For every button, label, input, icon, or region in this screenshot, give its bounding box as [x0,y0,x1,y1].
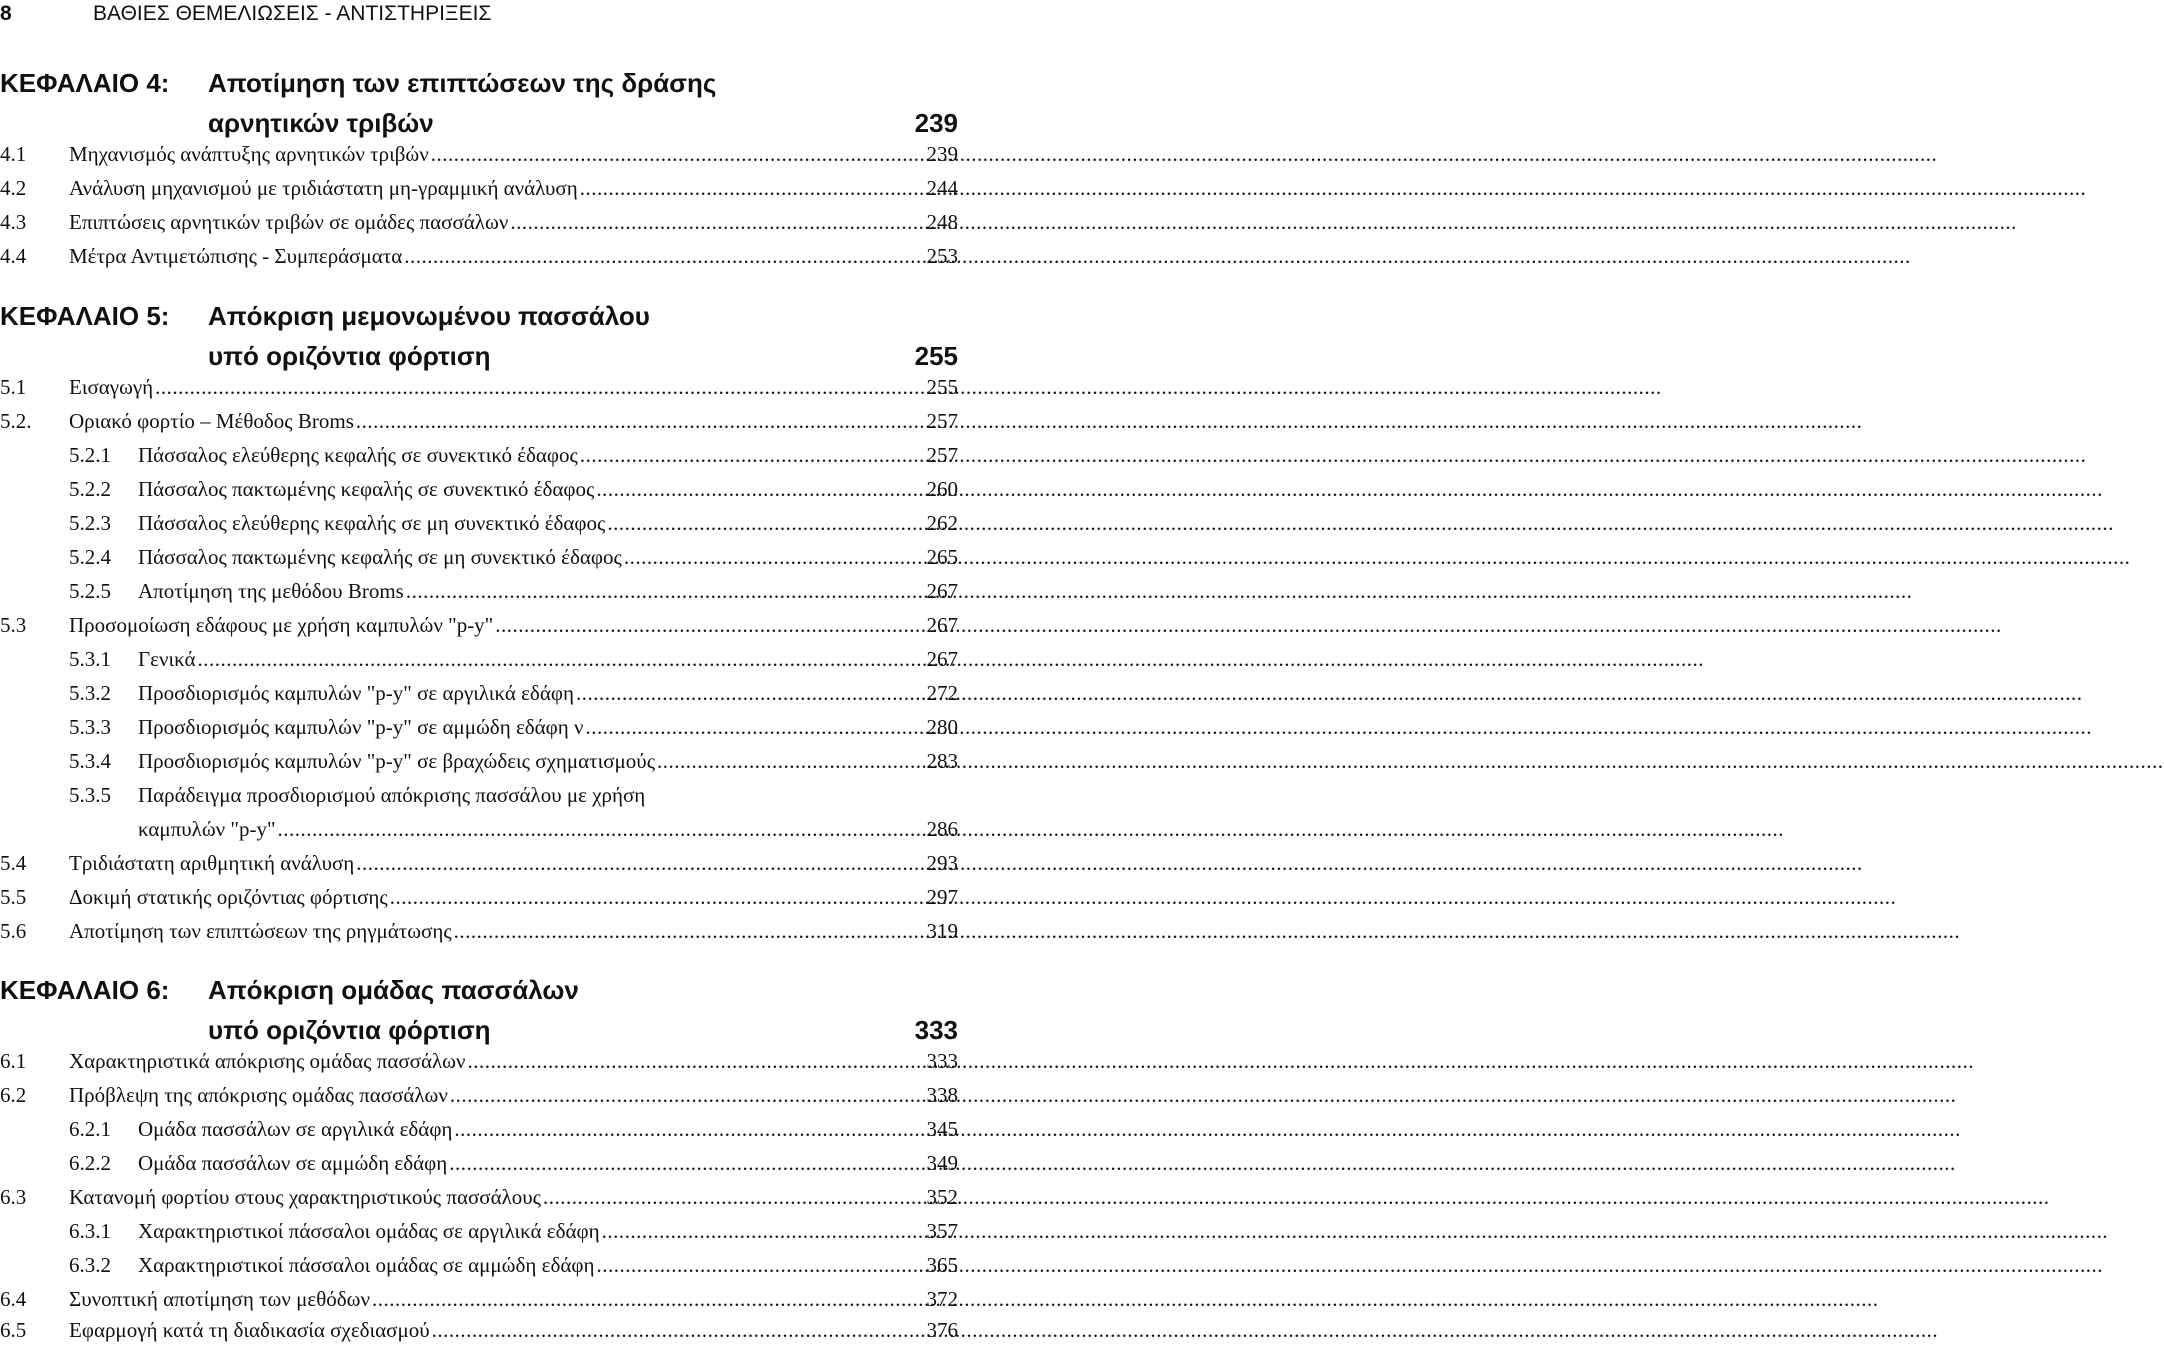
chapter-label: ΚΕΦΑΛΑΙΟ 4: [0,68,170,98]
entry-number: 4.4 [0,244,27,268]
toc-entry[interactable] [0,242,958,270]
entry-number: 5.3.3 [69,715,111,739]
entry-title: Συνοπτική αποτίμηση των μεθόδων [69,1287,370,1311]
entry-number: 5.3 [0,613,27,637]
running-title: ΒΑΘΙΕΣ ΘΕΜΕΛΙΩΣΕΙΣ - ΑΝΤΙΣΤΗΡΙΞΕΙΣ [93,2,492,25]
entry-title: Χαρακτηριστικοί πάσσαλοι ομάδας σε αμμώδη εδάφη [138,1253,595,1277]
toc-entry[interactable] [0,1047,958,1075]
dot-leader [404,242,924,270]
entry-page: 267 [926,613,958,637]
entry-title: Πάσσαλος ελεύθερης κεφαλής σε μη συνεκτικό έδαφος [138,511,606,535]
dot-leader [450,1081,925,1109]
toc-entry[interactable] [0,509,958,537]
entry-number: 5.5 [0,885,27,909]
chapter-page: 255 [914,341,958,371]
entry-page: 286 [926,817,958,841]
entry-title: Ομάδα πασσάλων σε αμμώδη εδάφη [138,1151,448,1175]
chapter-page: 333 [914,1015,958,1045]
entry-title: Χαρακτηριστικοί πάσσαλοι ομάδας σε αργιλικά εδάφη [138,1219,600,1243]
entry-page: 255 [926,375,958,399]
entry-title: Πρόβλεψη της απόκρισης ομάδας πασσάλων [69,1083,448,1107]
chapter-label: ΚΕΦΑΛΑΙΟ 5: [0,301,170,331]
toc-entry[interactable] [0,441,958,469]
entry-page: 267 [926,647,958,671]
dot-leader [602,1217,925,1245]
entry-number: 6.3.1 [69,1219,111,1243]
toc-entry[interactable] [0,208,958,236]
entry-page: 283 [926,749,958,773]
page-number: 8 [0,2,12,25]
entry-page: 333 [926,1049,958,1073]
entry-title: Ανάλυση μηχανισμού με τριδιάστατη μη-γραμμική ανάλυση [69,176,578,200]
dot-leader [449,1149,924,1177]
dot-leader [432,1316,925,1344]
running-header [0,0,960,30]
chapter-title-cont: υπό οριζόντια φόρτιση [208,341,491,371]
entry-page: 262 [926,511,958,535]
entry-title: Τριδιάστατη αριθμητική ανάλυση [69,851,355,875]
entry-page: 357 [926,1219,958,1243]
entry-number: 5.4 [0,851,27,875]
entry-page: 365 [926,1253,958,1277]
dot-leader [624,543,925,571]
chapter-page: 239 [914,108,958,138]
chapter-title: Αποτίμηση των επιπτώσεων της δράσης [208,68,717,98]
entry-page: 376 [926,1318,958,1342]
toc-entry[interactable] [0,883,958,911]
entry-page: 257 [926,409,958,433]
chapter-title-cont: υπό οριζόντια φόρτιση [208,1015,491,1045]
chapter-title: Απόκριση μεμονωμένου πασσάλου [208,301,650,331]
entry-page: 260 [926,477,958,501]
entry-title: Αποτίμηση της μεθόδου Broms [138,579,404,603]
toc-entry[interactable] [0,611,958,639]
entry-title: Αποτίμηση των επιπτώσεων της ρηγμάτωσης [69,919,452,943]
entry-title: Μέτρα Αντιμετώπισης - Συμπεράσματα [69,244,403,268]
entry-number: 6.5 [0,1318,27,1342]
dot-leader [596,475,924,503]
dot-leader [372,1285,925,1313]
chapter-title-cont: αρνητικών τριβών [208,108,434,138]
entry-title: Γενικά [138,647,196,671]
entry-number: 4.3 [0,210,27,234]
dot-leader [596,1251,924,1279]
dot-leader [543,1183,925,1211]
entry-title: Προσδιορισμός καμπυλών "p-y" σε βραχώδεις σχηματισμούς [138,749,656,773]
entry-number: 6.1 [0,1049,27,1073]
toc-entry[interactable] [0,475,958,503]
entry-page: 297 [926,885,958,909]
toc-entry[interactable] [0,849,958,877]
entry-title: Εισαγωγή [69,375,154,399]
toc-entry[interactable] [0,1251,958,1279]
entry-title: Παράδειγμα προσδιορισμού απόκρισης πασσάλου με χρήση [138,783,646,807]
chapter-heading [0,975,960,1055]
entry-page: 248 [926,210,958,234]
toc-page [0,0,960,1345]
entry-title: Προσδιορισμός καμπυλών "p-y" σε αργιλικά εδάφη [138,681,574,705]
toc-entry[interactable] [0,373,958,401]
entry-page: 280 [926,715,958,739]
entry-number: 5.3.1 [69,647,111,671]
entry-title: Ομάδα πασσάλων σε αργιλικά εδάφη [138,1117,453,1141]
entry-title: Προσδιορισμός καμπυλών "p-y" σε αμμώδη εδάφη ν [138,715,584,739]
dot-leader [390,883,925,911]
chapter-heading [0,301,960,381]
toc-entry[interactable] [0,1316,958,1344]
entry-number: 5.2.3 [69,511,111,535]
entry-number: 5.2. [0,409,32,433]
entry-number: 5.3.5 [69,783,111,807]
dot-leader [356,849,924,877]
dot-leader [580,174,925,202]
entry-title: Προσομοίωση εδάφους με χρήση καμπυλών "p-y" [69,613,494,637]
entry-page: 239 [926,142,958,166]
entry-number: 6.3 [0,1185,27,1209]
entry-page: 265 [926,545,958,569]
entry-number: 6.3.2 [69,1253,111,1277]
dot-leader [454,1115,924,1143]
dot-leader [406,577,925,605]
entry-number: 4.2 [0,176,27,200]
toc-entry[interactable] [0,1081,958,1109]
entry-page: 293 [926,851,958,875]
toc-entry[interactable] [0,815,958,843]
entry-page: 244 [926,176,958,200]
dot-leader [495,611,924,639]
entry-number: 6.2.1 [69,1117,111,1141]
dot-leader [468,1047,925,1075]
entry-title: Κατανομή φορτίου στους χαρακτηριστικούς πασσάλους [69,1185,541,1209]
entry-page: 372 [926,1287,958,1311]
toc-entry[interactable] [0,679,958,707]
entry-title: Χαρακτηριστικά απόκρισης ομάδας πασσάλων [69,1049,466,1073]
toc-entry[interactable] [0,1183,958,1211]
entry-page: 253 [926,244,958,268]
entry-page: 338 [926,1083,958,1107]
toc-entry[interactable] [0,645,958,673]
entry-title: Πάσσαλος πακτωμένης κεφαλής σε συνεκτικό έδαφος [138,477,595,501]
entry-number: 5.2.2 [69,477,111,501]
entry-page: 257 [926,443,958,467]
dot-leader [356,407,925,435]
entry-number: 5.3.2 [69,681,111,705]
entry-number: 5.2.5 [69,579,111,603]
toc-entry-first-line[interactable] [0,781,958,809]
entry-title: Επιπτώσεις αρνητικών τριβών σε ομάδες πασσάλων [69,210,509,234]
dot-leader [454,917,925,945]
entry-page: 352 [926,1185,958,1209]
dot-leader [510,208,924,236]
entry-number: 6.2 [0,1083,27,1107]
entry-title: Δοκιμή στατικής οριζόντιας φόρτισης [69,885,388,909]
chapter-label: ΚΕΦΑΛΑΙΟ 6: [0,975,170,1005]
toc-entry[interactable] [0,1115,958,1143]
toc-entry[interactable] [0,543,958,571]
toc-entry[interactable] [0,1285,958,1313]
entry-page: 267 [926,579,958,603]
toc-entry[interactable] [0,577,958,605]
toc-entry[interactable] [0,747,958,775]
toc-entry[interactable] [0,1217,958,1245]
chapter-heading [0,68,960,148]
entry-title: Μηχανισμός ανάπτυξης αρνητικών τριβών [69,142,429,166]
entry-page: 345 [926,1117,958,1141]
entry-number: 5.2.4 [69,545,111,569]
toc-entry[interactable] [0,713,958,741]
toc-entry[interactable] [0,407,958,435]
entry-title: Εφαρμογή κατά τη διαδικασία σχεδιασμού [69,1318,430,1342]
entry-number: 6.2.2 [69,1151,111,1175]
entry-page: 319 [926,919,958,943]
dot-leader [576,679,925,707]
toc-entry[interactable] [0,140,958,168]
dot-leader [155,373,924,401]
entry-page: 272 [926,681,958,705]
entry-title: Πάσσαλος πακτωμένης κεφαλής σε μη συνεκτικό έδαφος [138,545,622,569]
toc-entry[interactable] [0,174,958,202]
dot-leader [431,140,925,168]
entry-number: 6.4 [0,1287,27,1311]
dot-leader [586,713,925,741]
entry-number: 5.1 [0,375,27,399]
entry-title-cont: καμπυλών "p-y" [138,817,276,841]
dot-leader [657,747,924,775]
toc-entry[interactable] [0,917,958,945]
entry-number: 4.1 [0,142,27,166]
entry-title: Οριακό φορτίο – Μέθοδος Broms [69,409,354,433]
chapter-title: Απόκριση ομάδας πασσάλων [208,975,579,1005]
dot-leader [278,815,925,843]
entry-page: 349 [926,1151,958,1175]
entry-title: Πάσσαλος ελεύθερης κεφαλής σε συνεκτικό έδαφος [138,443,578,467]
dot-leader [580,441,925,469]
entry-number: 5.3.4 [69,749,111,773]
dot-leader [607,509,924,537]
entry-number: 5.2.1 [69,443,111,467]
dot-leader [198,645,925,673]
toc-entry[interactable] [0,1149,958,1177]
entry-number: 5.6 [0,919,27,943]
